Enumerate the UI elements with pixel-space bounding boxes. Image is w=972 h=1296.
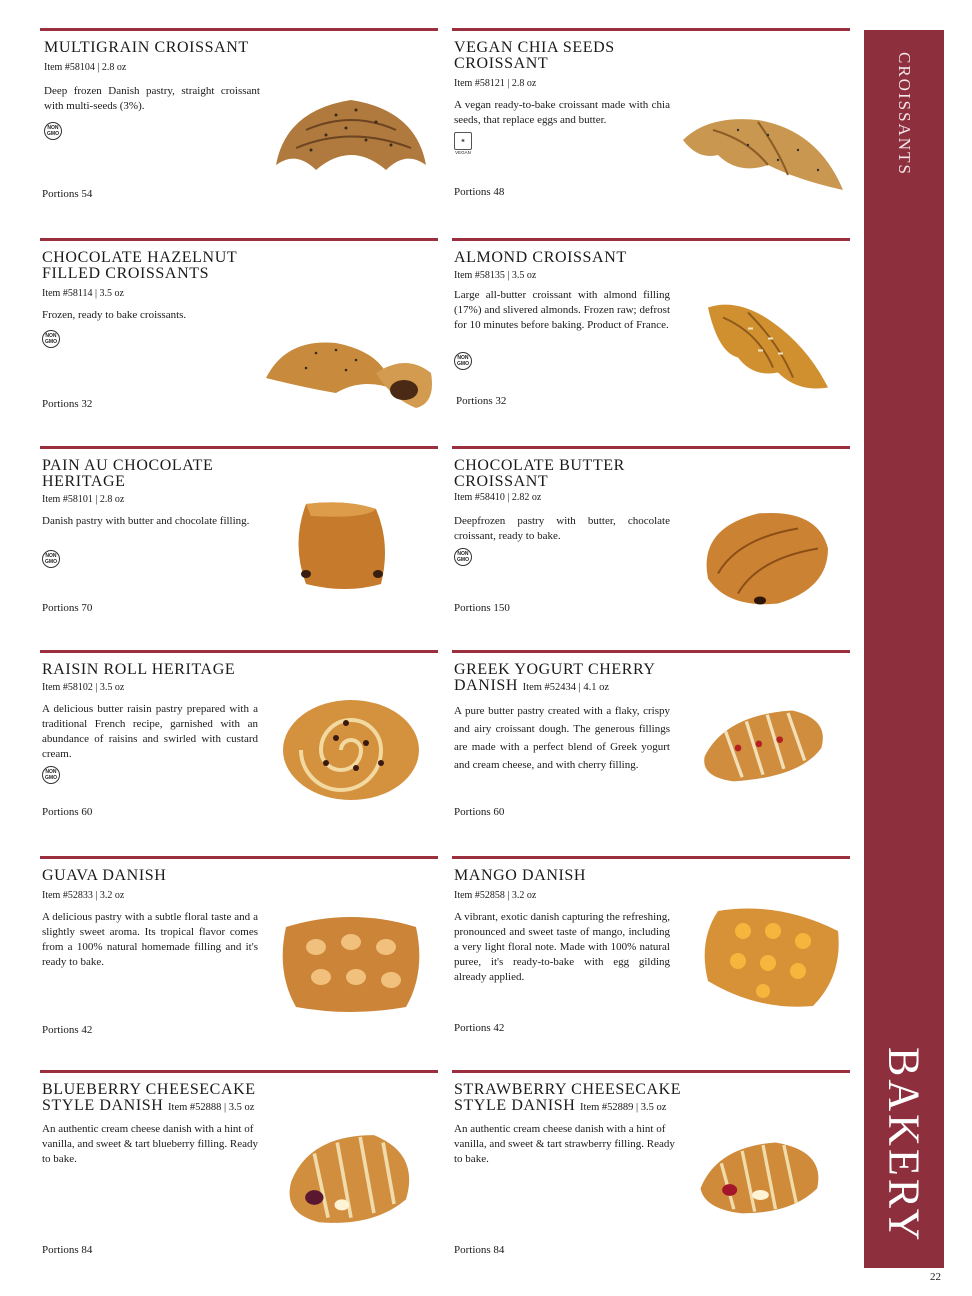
product-item: Item #52858 | 3.2 oz [454, 890, 537, 901]
product-item: Item #52833 | 3.2 oz [42, 890, 125, 901]
section-label: BAKERY [879, 1046, 929, 1244]
product-card [40, 650, 438, 840]
page-number: 22 [930, 1271, 941, 1283]
product-card: STRAWBERRY CHEESECAKE STYLE DANISH Item #52889 | 3.5 oz An authentic cream cheese danish with a hint of vanilla, and sweet & tart strawberry filling. Ready to bake. Portions 84 [452, 1070, 850, 1260]
product-description: Deepfrozen pastry with butter, chocolate croissant, ready to bake. [454, 515, 670, 542]
guava-danish-image [266, 902, 436, 1022]
non-gmo-icon: NON GMO [42, 766, 60, 784]
product-item: Item #58114 | 3.5 oz [42, 288, 124, 299]
product-title: VEGAN CHIA SEEDS CROISSANT [454, 39, 615, 72]
product-item: Item #58104 | 2.8 oz [44, 62, 127, 73]
portions: Portions 42 [454, 1022, 505, 1034]
product-card [452, 28, 850, 218]
non-gmo-icon: NON GMO [454, 352, 472, 370]
multigrain-croissant-image [266, 70, 436, 190]
portions: Portions 32 [42, 398, 93, 410]
raisin-roll-image [266, 688, 436, 808]
product-description: Large all-butter croissant with almond filling (17%) and slivered almonds. Frozen raw; defrost for 10 minutes before baking. Product of France. [454, 289, 670, 331]
product-card [452, 446, 850, 636]
product-description: A delicious pastry with a subtle floral taste and a slightly sweet aroma. Its tropical flavor comes from a 100% natural homemade filling and it's ready to bake. [42, 911, 258, 968]
divider [452, 238, 850, 241]
non-gmo-icon: NON GMO [42, 550, 60, 568]
non-gmo-icon: NON GMO [42, 330, 60, 348]
product-item: Item #52889 | 3.5 oz [580, 1102, 667, 1113]
non-gmo-icon: NON GMO [44, 122, 62, 140]
product-description: A vegan ready-to-bake croissant made with chia seeds, that replace eggs and butter. [454, 99, 670, 126]
product-card [40, 238, 438, 428]
product-card [40, 28, 438, 218]
portions: Portions 150 [454, 602, 510, 614]
product-title: GREEK YOGURT CHERRY DANISH Item #52434 | 4.1 oz [454, 661, 655, 694]
product-card [40, 446, 438, 636]
almond-croissant-image [678, 270, 848, 405]
divider [452, 1070, 850, 1073]
pain-au-chocolat-image [266, 484, 436, 604]
product-description: An authentic cream cheese danish with a hint of vanilla, and sweet & tart blueberry filling. Ready to bake. [42, 1123, 258, 1165]
vegan-icon: ❀ VEGAN [454, 132, 472, 155]
product-title: BLUEBERRY CHEESECAKE STYLE DANISH Item #52888 | 3.5 oz [42, 1081, 256, 1114]
non-gmo-icon: NON GMO [454, 548, 472, 566]
product-description: A vibrant, exotic danish capturing the refreshing, pronounced and sweet taste of mango, including a very light floral note. Made with 100% natural puree, it's ready-to-bake with egg gilding already applied. [454, 911, 670, 983]
divider [40, 28, 438, 31]
portions: Portions 60 [42, 806, 93, 818]
divider [40, 238, 438, 241]
product-card [452, 650, 850, 840]
mango-danish-image [678, 886, 848, 1016]
divider [452, 28, 850, 31]
product-card: BLUEBERRY CHEESECAKE STYLE DANISH Item #52888 | 3.5 oz An authentic cream cheese danish with a hint of vanilla, and sweet & tart blueberry filling. Ready to bake. Portions 84 [40, 1070, 438, 1260]
divider [40, 1070, 438, 1073]
product-description: Deep frozen Danish pastry, straight croissant with multi-seeds (3%). [44, 85, 260, 112]
product-card [40, 856, 438, 1046]
strawberry-danish-image [678, 1130, 848, 1230]
product-item: Item #58102 | 3.5 oz [42, 682, 125, 693]
product-title: STRAWBERRY CHEESECAKE STYLE DANISH Item #52889 | 3.5 oz [454, 1081, 682, 1114]
divider [452, 446, 850, 449]
portions: Portions 48 [454, 186, 505, 198]
greek-yogurt-cherry-danish-image [678, 698, 848, 798]
divider [452, 856, 850, 859]
product-description: Danish pastry with butter and chocolate filling. [42, 515, 250, 527]
product-item: Item #52888 | 3.5 oz [168, 1102, 255, 1113]
product-title: PAIN AU CHOCOLATE HERITAGE [42, 457, 214, 490]
vegan-croissant-image [678, 80, 848, 200]
product-description: Frozen, ready to bake croissants. [42, 309, 187, 321]
product-item: Item #58135 | 3.5 oz [454, 270, 537, 281]
divider [40, 446, 438, 449]
chocolate-hazelnut-croissant-image [266, 308, 436, 428]
product-item: Item #52434 | 4.1 oz [522, 682, 610, 693]
portions: Portions 42 [42, 1024, 93, 1036]
product-description: A delicious butter raisin pastry prepared with a traditional French recipe, garnished with an abundance of raisins and swirled with custard cream. [42, 703, 258, 760]
product-title: MANGO DANISH [454, 867, 587, 884]
chocolate-butter-croissant-image [678, 486, 848, 611]
product-description: A pure butter pastry created with a flaky, crispy and airy croissant dough. The generous fillings are made with a perfect blend of Greek yogurt and cream cheese, and with cherry filling. [454, 705, 670, 771]
divider [452, 650, 850, 653]
portions: Portions 54 [42, 188, 93, 200]
product-title: ALMOND CROISSANT [454, 249, 627, 266]
product-title: RAISIN ROLL HERITAGE [42, 661, 236, 678]
product-item: Item #58101 | 2.8 oz [42, 494, 125, 505]
blueberry-danish-image [266, 1126, 436, 1236]
divider [40, 650, 438, 653]
portions: Portions 32 [456, 395, 507, 407]
product-title: GUAVA DANISH [42, 867, 167, 884]
product-title: MULTIGRAIN CROISSANT [44, 39, 249, 56]
product-item: Item #58410 | 2.82 oz [454, 492, 542, 503]
portions: Portions 70 [42, 602, 93, 614]
divider [40, 856, 438, 859]
product-item: Item #58121 | 2.8 oz [454, 78, 537, 89]
product-card [452, 856, 850, 1046]
product-title: CHOCOLATE HAZELNUT FILLED CROISSANTS [42, 249, 237, 282]
portions: Portions 60 [454, 806, 505, 818]
section-sidebar [864, 30, 944, 1268]
product-card [452, 238, 850, 428]
product-title: CHOCOLATE BUTTER CROISSANT [454, 457, 625, 490]
category-label: CROISSANTS [895, 52, 914, 176]
product-description: An authentic cream cheese danish with a hint of vanilla, and sweet & tart strawberry filling. Ready to bake. [454, 1123, 675, 1165]
